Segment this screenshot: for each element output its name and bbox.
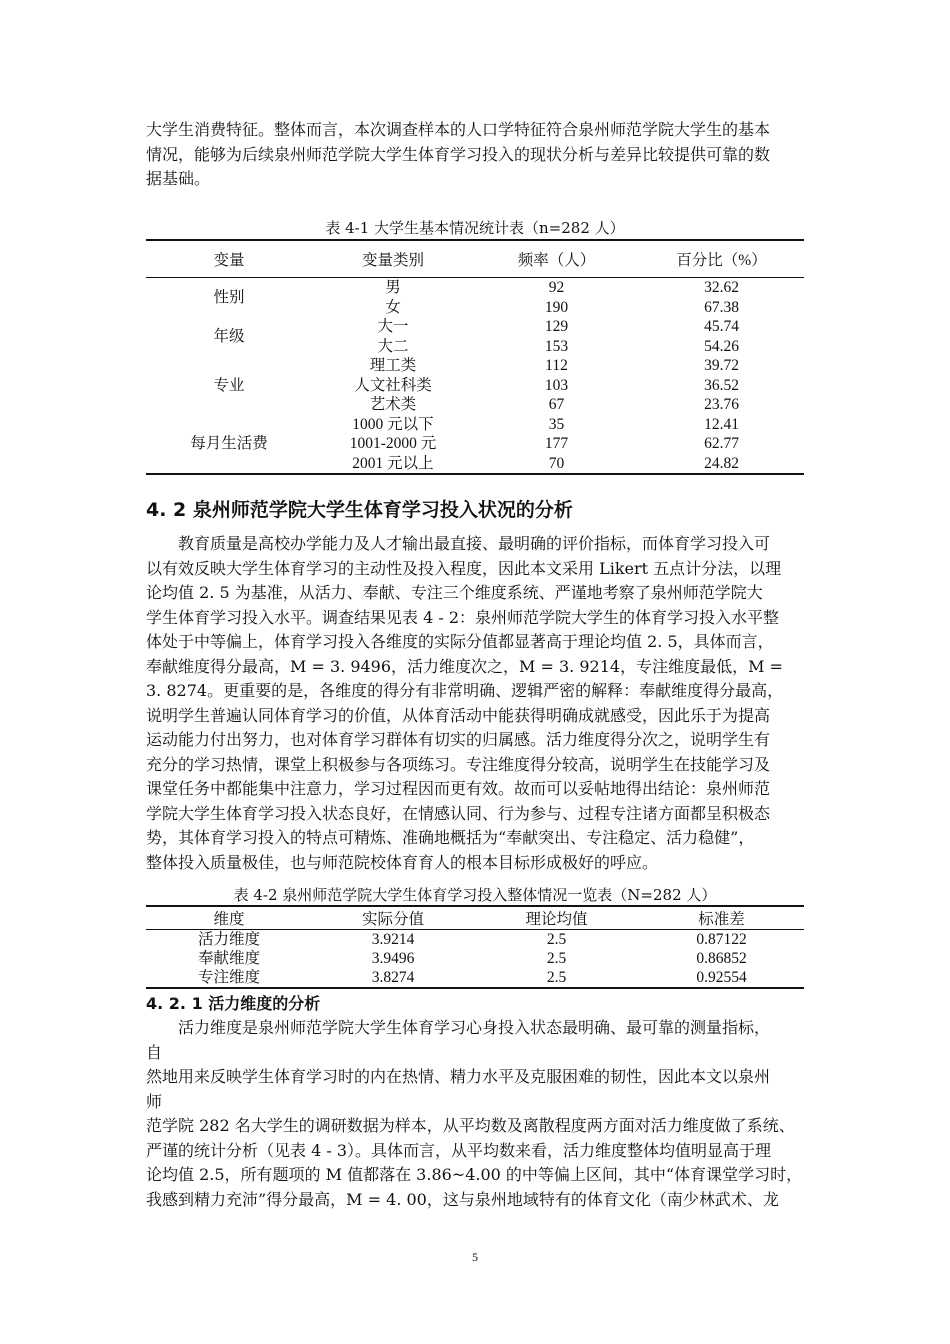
table-row <box>146 278 804 298</box>
table-cell: 67.38 <box>704 298 739 316</box>
table-cell: 1001-2000 元 <box>349 435 437 452</box>
table-cell: 3.9496 <box>371 950 415 967</box>
table-cell: 活力维度 <box>197 931 260 948</box>
table-cell: 112 <box>545 357 568 374</box>
table2-header-cell: 标准差 <box>639 906 804 930</box>
table2-header-cell: 实际分值 <box>312 906 474 930</box>
table-cell: 62.77 <box>704 435 739 452</box>
table-cell: 35 <box>548 415 565 433</box>
table-cell: 2.5 <box>546 950 567 967</box>
text-line: 教育质量是高校办学能力及人才输出最直接、最明确的评价指标，而体育学习投入可 <box>178 534 771 553</box>
text-line: 奉献维度得分最高，M = 3. 9496，活力维度次之，M = 3. 9214，专注维度最低，M = <box>146 656 783 676</box>
table-cell: 3.8274 <box>371 969 415 986</box>
text-line: 活力维度是泉州师范学院大学生体育学习心身投入状态最明确、最可靠的测量指标， <box>178 1018 771 1037</box>
section-4-2-paragraph <box>146 532 806 875</box>
table-row <box>146 949 804 968</box>
table-cell: 0.92554 <box>696 969 747 986</box>
table-row <box>146 317 804 337</box>
table-cell: 艺术类 <box>369 396 417 413</box>
group-label-living-expenses: 每月生活费 <box>190 435 268 452</box>
text-line: 然地用来反映学生体育学习时的内在热情、精力水平及克服困难的韧性，因此本文以泉州 <box>146 1067 771 1086</box>
text-line: 说明学生普遍认同体育学习的价值，从体育活动中能获得明确成就感受，因此乐于为提高 <box>146 705 771 725</box>
text-line: 课堂任务中都能集中注意力，学习过程因而更有效。故而可以妥帖地得出结论：泉州师范 <box>146 779 771 798</box>
table-cell: 0.86852 <box>696 950 747 967</box>
text-line: 学生体育学习投入水平。调查结果见表 4 - 2：泉州师范学院大学生的体育学习投入水平整 <box>146 607 780 627</box>
text-line: 以有效反映大学生体育学习的主动性及投入程度，因此本文采用 Likert 五点计分法，以理 <box>146 558 782 578</box>
table-cell: 专注维度 <box>197 969 260 986</box>
table-cell: 32.62 <box>704 279 739 296</box>
table1-caption: 表 4-1 大学生基本情况统计表（n=282 人） <box>325 219 625 237</box>
table-cell: 女 <box>385 298 401 316</box>
table-cell: 奉献维度 <box>197 950 260 967</box>
table-row <box>146 930 804 950</box>
text-line: 充分的学习热情，课堂上积极参与各项练习。专注维度得分较高，说明学生在技能学习及 <box>146 754 771 774</box>
table-cell: 103 <box>544 376 569 394</box>
table-cell: 理工类 <box>369 357 417 374</box>
table-row <box>146 356 804 376</box>
text-line: 严谨的统计分析（见表 4 - 3）。具体而言，从平均数来看，活力维度整体均值明显高于理 <box>146 1140 772 1160</box>
table-cell: 大二 <box>377 337 409 355</box>
table-cell: 男 <box>385 279 401 296</box>
text-line: 势，其体育学习投入的特点可精炼、准确地概括为“奉献突出、专注稳定、活力稳健”， <box>146 828 755 847</box>
table1-header-cell: 变量类别 <box>312 240 474 278</box>
table2 <box>146 905 804 989</box>
table1 <box>146 239 804 475</box>
text-line: 自 <box>146 1042 163 1062</box>
table-cell: 70 <box>548 454 565 472</box>
text-line: 大学生消费特征。整体而言，本次调查样本的人口学特征符合泉州师范学院大学生的基本 <box>146 120 771 139</box>
page-number: 5 <box>472 1250 478 1264</box>
table-cell: 129 <box>544 318 569 335</box>
table-cell: 2.5 <box>546 931 567 948</box>
table1-header-row <box>146 240 804 278</box>
table-cell: 1000 元以下 <box>352 415 434 433</box>
text-line: 运动能力付出努力，也对体育学习群体有切实的归属感。活力维度得分次之，说明学生有 <box>146 730 771 749</box>
table2-header-row <box>146 906 804 930</box>
table1-header-cell: 频率（人） <box>474 240 639 278</box>
section-heading-4-2-1: 4. 2. 1 活力维度的分析 <box>146 994 321 1013</box>
table-cell: 45.74 <box>704 318 739 335</box>
table2-header-cell: 理论均值 <box>474 906 639 930</box>
group-label-gender: 性别 <box>213 288 245 306</box>
text-line: 据基础。 <box>146 169 211 188</box>
text-line: 学院大学生体育学习投入状态良好，在情感认同、行为参与、过程专注诸方面都呈积极态 <box>146 803 771 823</box>
text-line: 情况，能够为后续泉州师范学院大学生体育学习投入的现状分析与差异比较提供可靠的数 <box>146 144 771 164</box>
table-cell: 人文社科类 <box>354 376 432 394</box>
text-line: 体处于中等偏上，体育学习投入各维度的实际分值都显著高于理论均值 2. 5，具体而言， <box>146 632 774 651</box>
table-cell: 190 <box>544 298 569 316</box>
table-cell: 12.41 <box>704 415 739 433</box>
group-label-major: 专业 <box>213 376 245 394</box>
table-cell: 大一 <box>377 318 409 335</box>
table-cell: 24.82 <box>704 454 739 472</box>
section-4-2-1-paragraph <box>146 1016 806 1212</box>
table-cell: 67 <box>548 396 565 413</box>
table-cell: 23.76 <box>704 396 739 413</box>
section-heading-4-2: 4. 2 泉州师范学院大学生体育学习投入状况的分析 <box>146 499 573 521</box>
table-cell: 36.52 <box>704 376 739 394</box>
table-cell: 177 <box>544 435 569 452</box>
table-cell: 2.5 <box>546 969 567 986</box>
table1-header-cell: 百分比（%） <box>639 240 804 278</box>
table-row <box>146 415 804 435</box>
group-label-grade: 年级 <box>213 327 245 345</box>
text-line: 范学院 282 名大学生的调研数据为样本，从平均数及离散程度两方面对活力维度做了系统、 <box>146 1116 795 1135</box>
text-line: 论均值 2. 5 为基准，从活力、奉献、专注三个维度系统、严谨地考察了泉州师范学院大 <box>146 583 763 602</box>
text-line: 师 <box>146 1091 163 1111</box>
table-cell: 0.87122 <box>696 931 747 948</box>
text-line: 3. 8274。更重要的是，各维度的得分有非常明确、逻辑严密的解释：奉献维度得分最高， <box>146 681 784 700</box>
table1-header-cell: 变量 <box>146 240 312 278</box>
table-cell: 92 <box>548 279 565 296</box>
table-cell: 3.9214 <box>371 931 415 948</box>
text-line: 我感到精力充沛”得分最高，M = 4. 00，这与泉州地域特有的体育文化（南少林武术、龙 <box>146 1189 779 1209</box>
table-cell: 54.26 <box>704 337 739 355</box>
intro-paragraph <box>146 118 806 192</box>
table-cell: 2001 元以上 <box>352 454 434 472</box>
text-line: 整体投入质量极佳，也与师范院校体育育人的根本目标形成极好的呼应。 <box>146 852 659 872</box>
table-cell: 39.72 <box>704 357 739 374</box>
table-row <box>146 968 804 988</box>
table2-header-cell: 维度 <box>146 906 312 930</box>
table2-caption: 表 4-2 泉州师范学院大学生体育学习投入整体情况一览表（N=282 人） <box>233 886 717 904</box>
text-line: 论均值 2.5，所有题项的 M 值都落在 3.86~4.00 的中等偏上区间，其中“体育课堂学习时， <box>146 1165 803 1184</box>
table-cell: 153 <box>544 337 569 355</box>
